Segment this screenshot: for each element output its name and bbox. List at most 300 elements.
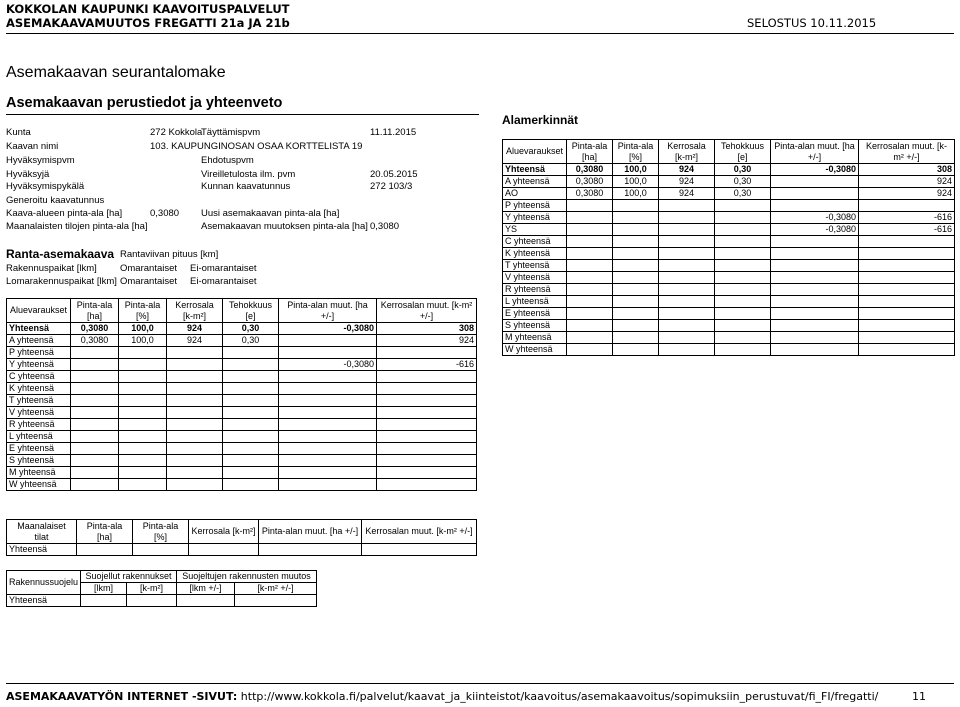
- lomarakennuspaikat-omarantaiset: Omarantaiset: [120, 276, 178, 287]
- row-label: C yhteensä: [7, 371, 71, 383]
- row-label: E yhteensä: [503, 308, 567, 320]
- table-cell: [613, 344, 659, 356]
- table-cell: [167, 431, 223, 443]
- table-cell: [859, 260, 955, 272]
- table-cell: [279, 383, 377, 395]
- table-cell: [859, 284, 955, 296]
- table-cell: [659, 320, 715, 332]
- table-header: Pinta-ala [%]: [119, 299, 167, 323]
- table-header: Kerrosalan muut. [k-m² +/-]: [377, 299, 477, 323]
- table-cell: [279, 467, 377, 479]
- table-cell: [715, 200, 771, 212]
- table-cell: [659, 308, 715, 320]
- table-cell: [859, 200, 955, 212]
- table-cell: [613, 248, 659, 260]
- table-cell: [613, 272, 659, 284]
- row-label: L yhteensä: [7, 431, 71, 443]
- table-cell: [659, 260, 715, 272]
- table-header: Aluevaraukset: [503, 140, 567, 164]
- table-cell: [567, 308, 613, 320]
- table-header: Kerrosalan muut. [k-m² +/-]: [362, 520, 477, 544]
- table-cell: [567, 332, 613, 344]
- table-cell: [715, 212, 771, 224]
- row-label: S yhteensä: [503, 320, 567, 332]
- table-cell: [613, 260, 659, 272]
- row-label: AO: [503, 188, 567, 200]
- table-cell: [223, 479, 279, 491]
- table-cell: [715, 308, 771, 320]
- row-label: T yhteensä: [7, 395, 71, 407]
- row-label: Yhteensä: [7, 595, 81, 607]
- table-cell: [659, 344, 715, 356]
- row-label: L yhteensä: [503, 296, 567, 308]
- table-cell: [659, 224, 715, 236]
- aluevaraukset-table: [6, 298, 477, 491]
- table-header: Pinta-alan muut. [ha +/-]: [259, 520, 362, 544]
- table-header: Pinta-ala [%]: [133, 520, 189, 544]
- table-cell: [167, 419, 223, 431]
- table-cell: [715, 344, 771, 356]
- table-cell: -0,3080: [279, 359, 377, 371]
- table-cell: [771, 200, 859, 212]
- table-cell: [613, 296, 659, 308]
- table-cell: [279, 479, 377, 491]
- table-cell: [613, 212, 659, 224]
- table-cell: [771, 236, 859, 248]
- table-header: Kerrosala [k-m²]: [659, 140, 715, 164]
- table-row: [503, 176, 955, 188]
- table-cell: [613, 320, 659, 332]
- table-cell: [659, 284, 715, 296]
- table-cell: 0,3080: [567, 164, 613, 176]
- table-cell: [279, 395, 377, 407]
- table-cell: [771, 248, 859, 260]
- table-row: [7, 544, 477, 556]
- row-label: Y yhteensä: [503, 212, 567, 224]
- table-cell: [567, 296, 613, 308]
- table-cell: [715, 272, 771, 284]
- table-row: [503, 200, 955, 212]
- row-label: Yhteensä: [7, 544, 77, 556]
- table-subheader: [lkm]: [81, 583, 127, 595]
- table-cell: [119, 455, 167, 467]
- table-row: [7, 443, 477, 455]
- row-label: W yhteensä: [503, 344, 567, 356]
- table-cell: [613, 224, 659, 236]
- table-cell: [859, 320, 955, 332]
- table-row: [7, 407, 477, 419]
- row-label: M yhteensä: [7, 467, 71, 479]
- maanalaiset-pinta-ala-label: Maanalaisten tilojen pinta-ala [ha]: [6, 221, 148, 232]
- table-cell: [279, 335, 377, 347]
- table-cell: [119, 419, 167, 431]
- table-row: [503, 224, 955, 236]
- table-cell: [659, 236, 715, 248]
- table-cell: [167, 383, 223, 395]
- table-cell: [223, 395, 279, 407]
- ranta-title: Ranta-asemakaava: [6, 247, 115, 261]
- table-cell: [567, 272, 613, 284]
- lomarakennuspaikat-label: Lomarakennuspaikat [lkm]: [6, 276, 117, 287]
- table-cell: [377, 419, 477, 431]
- kaavan-nimi-label: Kaavan nimi: [6, 141, 59, 152]
- table-header: Pinta-ala [ha]: [77, 520, 133, 544]
- table-cell: [377, 407, 477, 419]
- table-row: [7, 335, 477, 347]
- table-cell: [377, 371, 477, 383]
- table-cell: 0,30: [715, 164, 771, 176]
- row-label: Yhteensä: [503, 164, 567, 176]
- footer-url-link[interactable]: http://www.kokkola.fi/palvelut/kaavat_ja_kiinteistot/kaavoitus/asemakaavoitus/sopimuksiin_perustuvat/fi_FI/fregatti/: [240, 690, 879, 703]
- table-cell: -0,3080: [279, 323, 377, 335]
- table-cell: [377, 443, 477, 455]
- table-cell: [771, 296, 859, 308]
- table-cell: 100,0: [119, 335, 167, 347]
- rakennuspaikat-omarantaiset: Omarantaiset: [120, 263, 178, 274]
- table-header: Rakennussuojelu: [7, 571, 81, 595]
- table-cell: [223, 455, 279, 467]
- table-subheader: [lkm +/-]: [177, 583, 235, 595]
- table-cell: [279, 431, 377, 443]
- kunnan-kaavatunnus-value: 272 103/3: [370, 181, 413, 192]
- table-cell: [715, 320, 771, 332]
- table-cell: [167, 467, 223, 479]
- table-header: Kerrosala [k-m²]: [189, 520, 259, 544]
- table-cell: [567, 224, 613, 236]
- table-cell: -616: [377, 359, 477, 371]
- table-row: [503, 188, 955, 200]
- table-cell: 924: [659, 176, 715, 188]
- header-divider: [6, 33, 954, 34]
- table-cell: 924: [167, 335, 223, 347]
- table-cell: [71, 419, 119, 431]
- table-cell: [715, 260, 771, 272]
- table-row: [503, 284, 955, 296]
- table-cell: [567, 248, 613, 260]
- table-cell: [71, 371, 119, 383]
- table-cell: [167, 479, 223, 491]
- table-cell: [659, 200, 715, 212]
- table-cell: 0,30: [715, 188, 771, 200]
- table-cell: [567, 200, 613, 212]
- table-cell: [279, 419, 377, 431]
- hyvaksymispykala-label: Hyväksymispykälä: [6, 181, 85, 192]
- table-cell: [567, 212, 613, 224]
- table-cell: 308: [859, 164, 955, 176]
- table-row: [7, 383, 477, 395]
- table-cell: [223, 431, 279, 443]
- table-cell: [71, 479, 119, 491]
- table-cell: [859, 308, 955, 320]
- table-cell: [715, 332, 771, 344]
- table-cell: [279, 407, 377, 419]
- table-row: [503, 296, 955, 308]
- table-cell: [567, 284, 613, 296]
- table-header: Tehokkuus [e]: [715, 140, 771, 164]
- table-cell: [279, 443, 377, 455]
- kunnan-kaavatunnus-label: Kunnan kaavatunnus: [201, 181, 291, 192]
- table-header: Aluevaraukset: [7, 299, 71, 323]
- table-header: Kerrosalan muut. [k-m² +/-]: [859, 140, 955, 164]
- table-cell: [119, 467, 167, 479]
- table-cell: [613, 200, 659, 212]
- lomarakennuspaikat-ei-omarantaiset: Ei-omarantaiset: [190, 276, 257, 287]
- row-label: YS: [503, 224, 567, 236]
- table-subheader: [k-m² +/-]: [235, 583, 317, 595]
- table-cell: [119, 347, 167, 359]
- table-cell: 0,30: [223, 323, 279, 335]
- row-label: V yhteensä: [7, 407, 71, 419]
- table-header: Maanalaiset tilat: [7, 520, 77, 544]
- rakennuspaikat-label: Rakennuspaikat [lkm]: [6, 263, 97, 274]
- table-cell: 924: [859, 176, 955, 188]
- table-cell: 0,3080: [71, 323, 119, 335]
- table-cell: [71, 431, 119, 443]
- table-row: [503, 236, 955, 248]
- table-row: [7, 431, 477, 443]
- hyvaksyja-label: Hyväksyjä: [6, 169, 50, 180]
- table-cell: 924: [659, 188, 715, 200]
- table-cell: 100,0: [613, 176, 659, 188]
- row-label: W yhteensä: [7, 479, 71, 491]
- table-row: [503, 248, 955, 260]
- table-cell: [167, 407, 223, 419]
- table-cell: [567, 236, 613, 248]
- footer-divider: [6, 683, 954, 684]
- footer: [6, 690, 878, 703]
- table-row: [503, 308, 955, 320]
- kaava-alue-value: 0,3080: [150, 208, 180, 219]
- table-row: [7, 467, 477, 479]
- rakennussuojelu-table: [6, 570, 317, 607]
- table-cell: -616: [859, 224, 955, 236]
- table-cell: [377, 479, 477, 491]
- row-label: Yhteensä: [7, 323, 71, 335]
- muutoksen-pinta-ala-value: 0,3080: [370, 221, 400, 232]
- table-row: [7, 479, 477, 491]
- table-cell: [613, 332, 659, 344]
- table-cell: [771, 320, 859, 332]
- table-row: [503, 272, 955, 284]
- header-org: KOKKOLAN KAUPUNKI KAAVOITUSPALVELUT: [6, 2, 290, 16]
- table-cell: [659, 296, 715, 308]
- table-cell: -616: [859, 212, 955, 224]
- tayttamispvm-value: 11.11.2015: [370, 127, 417, 138]
- table-header: Pinta-alan muut. [ha +/-]: [771, 140, 859, 164]
- table-subheader: [k-m²]: [127, 583, 177, 595]
- table-cell: 308: [377, 323, 477, 335]
- table-cell: [771, 188, 859, 200]
- table-cell: [223, 443, 279, 455]
- footer-label: ASEMAKAAVATYÖN INTERNET -SIVUT:: [6, 690, 238, 703]
- table-cell: [167, 443, 223, 455]
- table-cell: -0,3080: [771, 212, 859, 224]
- row-label: V yhteensä: [503, 272, 567, 284]
- table-cell: [377, 347, 477, 359]
- row-label: E yhteensä: [7, 443, 71, 455]
- row-label: C yhteensä: [503, 236, 567, 248]
- table-cell: [377, 383, 477, 395]
- table-cell: [71, 395, 119, 407]
- tayttamispvm-label: Täyttämispvm: [201, 127, 261, 138]
- table-row: [503, 344, 955, 356]
- table-cell: [71, 359, 119, 371]
- table-cell: [771, 176, 859, 188]
- table-cell: [715, 248, 771, 260]
- row-label: K yhteensä: [503, 248, 567, 260]
- table-cell: [377, 431, 477, 443]
- table-cell: -0,3080: [771, 164, 859, 176]
- table-cell: 100,0: [613, 164, 659, 176]
- table-row: [503, 320, 955, 332]
- table-cell: 924: [659, 164, 715, 176]
- table-cell: [859, 272, 955, 284]
- table-cell: 0,3080: [71, 335, 119, 347]
- table-cell: [119, 479, 167, 491]
- table-cell: [71, 407, 119, 419]
- table-cell: [659, 212, 715, 224]
- table-header: Suojellut rakennukset: [81, 571, 177, 583]
- table-cell: 0,30: [223, 335, 279, 347]
- table-cell: [71, 443, 119, 455]
- row-label: T yhteensä: [503, 260, 567, 272]
- table-cell: [771, 284, 859, 296]
- table-cell: 100,0: [119, 323, 167, 335]
- table-cell: [71, 347, 119, 359]
- table-cell: [167, 455, 223, 467]
- table-row: [7, 419, 477, 431]
- table-cell: [279, 347, 377, 359]
- table-cell: [119, 395, 167, 407]
- table-cell: [377, 467, 477, 479]
- table-cell: [119, 383, 167, 395]
- hyvaksymispvm-label: Hyväksymispvm: [6, 155, 75, 166]
- row-label: P yhteensä: [7, 347, 71, 359]
- muutoksen-pinta-ala-label: Asemakaavan muutoksen pinta-ala [ha]: [201, 221, 368, 232]
- table-cell: [715, 296, 771, 308]
- generoitu-kaavatunnus-label: Generoitu kaavatunnus: [6, 195, 105, 206]
- table-cell: [771, 272, 859, 284]
- table-row: [7, 323, 477, 335]
- kaava-alue-label: Kaava-alueen pinta-ala [ha]: [6, 208, 123, 219]
- table-cell: [771, 344, 859, 356]
- row-label: P yhteensä: [503, 200, 567, 212]
- table-row: [503, 212, 955, 224]
- table-cell: [279, 455, 377, 467]
- table-cell: [377, 455, 477, 467]
- table-cell: 924: [377, 335, 477, 347]
- table-cell: [167, 347, 223, 359]
- row-label: M yhteensä: [503, 332, 567, 344]
- row-label: Y yhteensä: [7, 359, 71, 371]
- uusi-pinta-ala-label: Uusi asemakaavan pinta-ala [ha]: [201, 208, 340, 219]
- table-cell: [771, 260, 859, 272]
- table-cell: [715, 236, 771, 248]
- table-cell: [223, 419, 279, 431]
- table-cell: [715, 224, 771, 236]
- table-cell: [859, 332, 955, 344]
- table-row: [7, 347, 477, 359]
- header-plan: ASEMAKAAVAMUUTOS FREGATTI 21a JA 21b: [6, 16, 290, 30]
- table-cell: [223, 371, 279, 383]
- table-cell: 924: [859, 188, 955, 200]
- table-cell: [71, 383, 119, 395]
- table-cell: [567, 260, 613, 272]
- table-cell: 0,3080: [567, 188, 613, 200]
- table-cell: [167, 395, 223, 407]
- kunta-value: 272 Kokkola: [150, 127, 203, 138]
- table-row: [7, 455, 477, 467]
- table-cell: 0,3080: [567, 176, 613, 188]
- table-row: [7, 359, 477, 371]
- row-label: R yhteensä: [7, 419, 71, 431]
- table-cell: [223, 467, 279, 479]
- table-row: [503, 260, 955, 272]
- table-cell: [119, 431, 167, 443]
- row-label: K yhteensä: [7, 383, 71, 395]
- table-cell: 924: [167, 323, 223, 335]
- kaavan-nimi-value: 103. KAUPUNGINOSAN OSAA KORTTELISTA 19: [150, 141, 363, 152]
- table-row: [7, 395, 477, 407]
- table-row: [7, 595, 317, 607]
- table-cell: [119, 443, 167, 455]
- table-cell: [859, 296, 955, 308]
- table-cell: [659, 248, 715, 260]
- table-header: Pinta-ala [ha]: [71, 299, 119, 323]
- rakennuspaikat-ei-omarantaiset: Ei-omarantaiset: [190, 263, 257, 274]
- table-cell: [119, 359, 167, 371]
- table-header: Pinta-ala [%]: [613, 140, 659, 164]
- table-row: [503, 332, 955, 344]
- maanalaiset-tilat-table: [6, 519, 477, 556]
- table-cell: [167, 359, 223, 371]
- row-label: S yhteensä: [7, 455, 71, 467]
- vireilletulo-value: 20.05.2015: [370, 169, 418, 180]
- table-cell: [771, 308, 859, 320]
- alamerkinnat-table: [502, 139, 955, 356]
- table-cell: [223, 383, 279, 395]
- header-doc: SELOSTUS 10.11.2015: [747, 16, 877, 30]
- table-cell: [71, 467, 119, 479]
- table-cell: [567, 344, 613, 356]
- alamerkinnat-title: Alamerkinnät: [502, 113, 579, 127]
- table-cell: 0,30: [715, 176, 771, 188]
- ehdotuspvm-label: Ehdotuspvm: [201, 155, 254, 166]
- table-header: Tehokkuus [e]: [223, 299, 279, 323]
- table-cell: [223, 347, 279, 359]
- rantaviivan-pituus-label: Rantaviivan pituus [km]: [120, 249, 219, 260]
- table-cell: [659, 272, 715, 284]
- table-cell: [223, 359, 279, 371]
- table-cell: [613, 308, 659, 320]
- table-cell: [859, 236, 955, 248]
- table-cell: [119, 371, 167, 383]
- table-cell: [279, 371, 377, 383]
- row-label: A yhteensä: [503, 176, 567, 188]
- kunta-label: Kunta: [6, 127, 31, 138]
- table-cell: 100,0: [613, 188, 659, 200]
- page-number: 11: [912, 690, 926, 703]
- table-cell: [613, 284, 659, 296]
- table-header: Kerrosala [k-m²]: [167, 299, 223, 323]
- table-cell: [859, 344, 955, 356]
- table-cell: [771, 332, 859, 344]
- table-cell: [715, 284, 771, 296]
- table-header: Pinta-alan muut. [ha +/-]: [279, 299, 377, 323]
- table-header: Suojeltujen rakennusten muutos: [177, 571, 317, 583]
- table-row: [503, 164, 955, 176]
- row-label: R yhteensä: [503, 284, 567, 296]
